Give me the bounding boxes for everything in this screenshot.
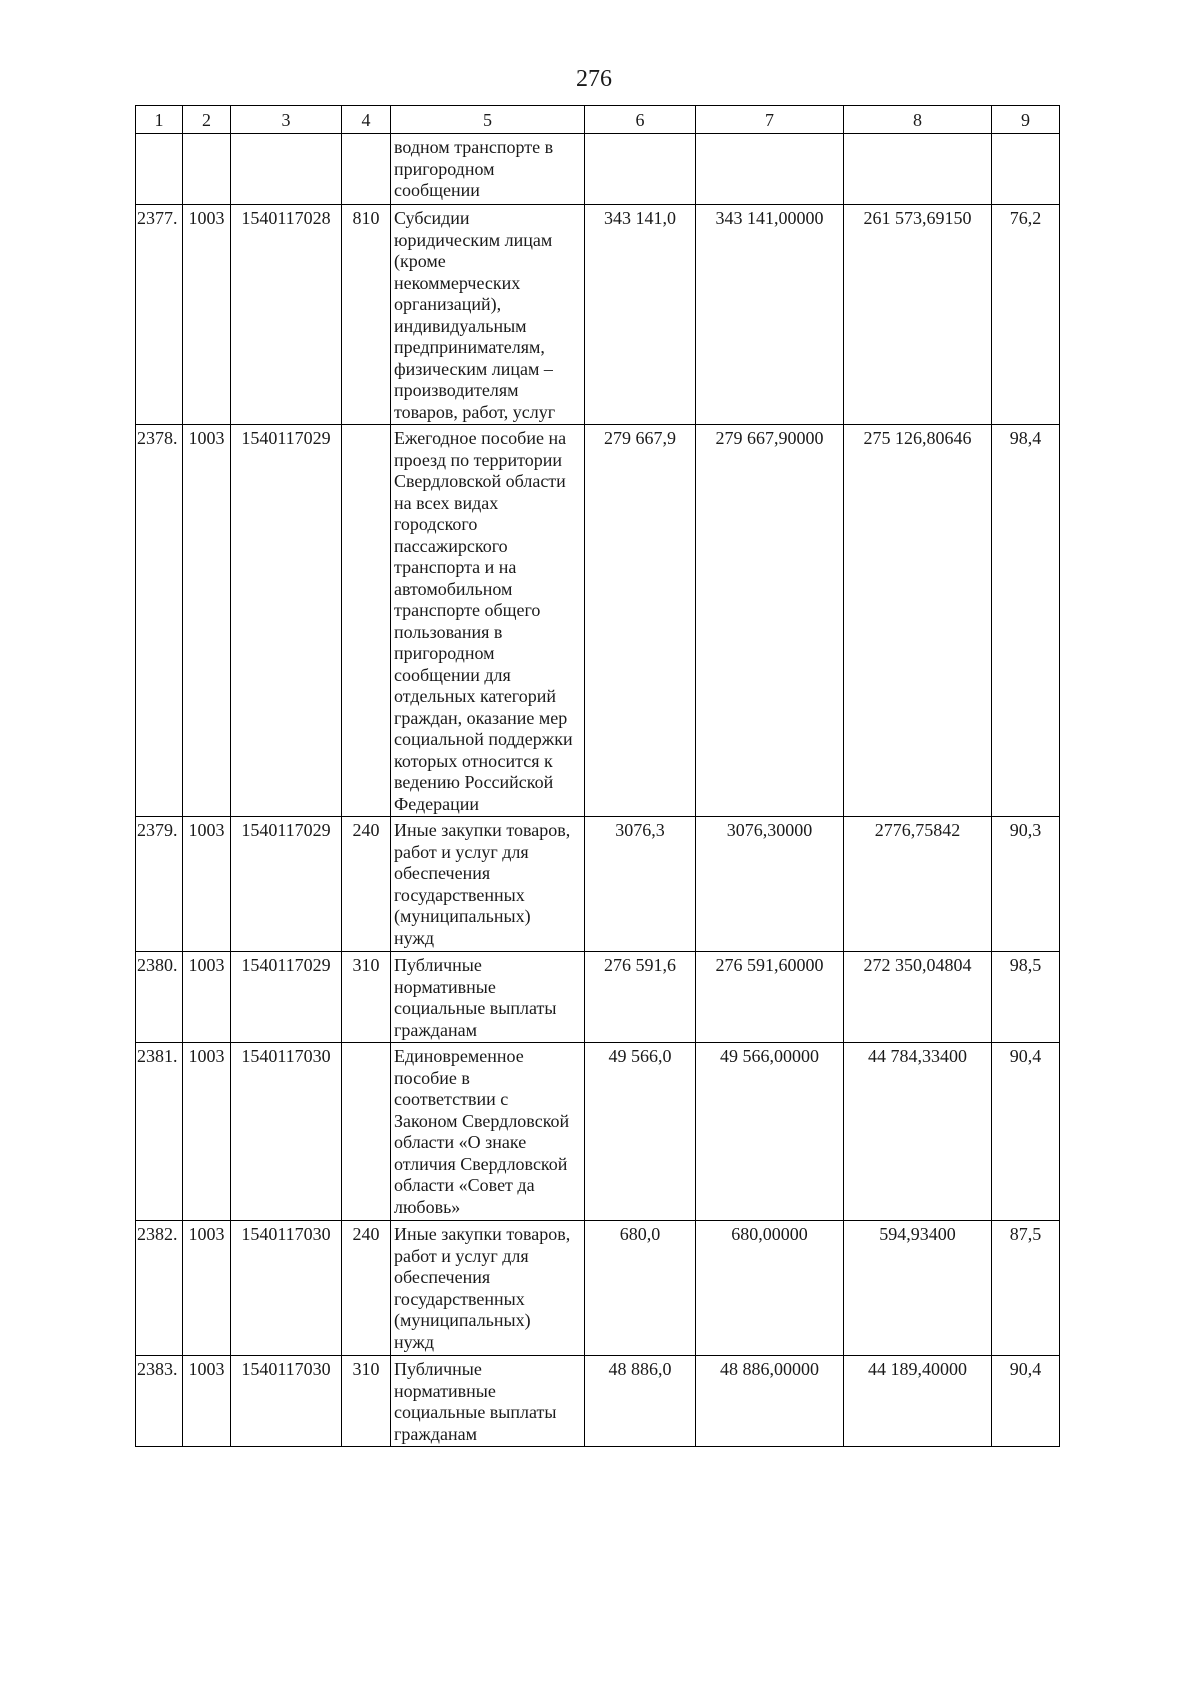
- table-row: [136, 952, 1060, 1043]
- executed-amount-cell: 261 573,69150: [844, 205, 992, 425]
- header-cell-1: 1: [136, 106, 183, 134]
- expense-type-cell: 240: [342, 1221, 391, 1356]
- executed-amount-cell: 272 350,04804: [844, 952, 992, 1043]
- percent-cell: 90,4: [992, 1356, 1060, 1447]
- expense-type-cell: 240: [342, 817, 391, 952]
- header-cell-5: 5: [391, 106, 585, 134]
- executed-amount-cell: 2776,75842: [844, 817, 992, 952]
- table-row: [136, 817, 1060, 952]
- expense-type-cell: 810: [342, 205, 391, 425]
- table-row: [136, 425, 1060, 817]
- table-row: [136, 1356, 1060, 1447]
- section-code-cell: 1003: [183, 817, 231, 952]
- percent-cell: 98,4: [992, 425, 1060, 817]
- header-cell-4: 4: [342, 106, 391, 134]
- header-cell-7: 7: [696, 106, 844, 134]
- refined-amount-cell: 276 591,60000: [696, 952, 844, 1043]
- target-code-cell: [231, 134, 342, 205]
- approved-amount-cell: 3076,3: [585, 817, 696, 952]
- table-header-row: [136, 106, 1060, 134]
- row-number-cell: 2381.: [136, 1043, 183, 1221]
- executed-amount-cell: 275 126,80646: [844, 425, 992, 817]
- refined-amount-cell: 279 667,90000: [696, 425, 844, 817]
- refined-amount-cell: 49 566,00000: [696, 1043, 844, 1221]
- expense-type-cell: 310: [342, 1356, 391, 1447]
- section-code-cell: 1003: [183, 1043, 231, 1221]
- executed-amount-cell: 44 784,33400: [844, 1043, 992, 1221]
- approved-amount-cell: 49 566,0: [585, 1043, 696, 1221]
- target-code-cell: 1540117030: [231, 1043, 342, 1221]
- expense-type-cell: [342, 1043, 391, 1221]
- section-code-cell: 1003: [183, 952, 231, 1043]
- row-number-cell: 2383.: [136, 1356, 183, 1447]
- section-code-cell: 1003: [183, 205, 231, 425]
- percent-cell: 76,2: [992, 205, 1060, 425]
- row-number-cell: 2379.: [136, 817, 183, 952]
- percent-cell: [992, 134, 1060, 205]
- target-code-cell: 1540117028: [231, 205, 342, 425]
- approved-amount-cell: 276 591,6: [585, 952, 696, 1043]
- description-cell: Публичные нормативные социальные выплаты гражданам: [391, 952, 585, 1043]
- header-cell-6: 6: [585, 106, 696, 134]
- section-code-cell: 1003: [183, 425, 231, 817]
- description-cell: Иные закупки товаров, работ и услуг для обеспечения государственных (муниципальных) нужд: [391, 1221, 585, 1356]
- percent-cell: 98,5: [992, 952, 1060, 1043]
- target-code-cell: 1540117030: [231, 1356, 342, 1447]
- executed-amount-cell: [844, 134, 992, 205]
- approved-amount-cell: 48 886,0: [585, 1356, 696, 1447]
- section-code-cell: [183, 134, 231, 205]
- refined-amount-cell: 3076,30000: [696, 817, 844, 952]
- description-cell: Ежегодное пособие на проезд по территории Свердловской области на всех видах городского пассажирского транспорта и на автомобильном транспорте общего пользования в пригородном сообщении для отдельных категорий граждан, оказание мер социальной поддержки которых относится к ведению Российской Федерации: [391, 425, 585, 817]
- executed-amount-cell: 594,93400: [844, 1221, 992, 1356]
- table-row: [136, 205, 1060, 425]
- table-row: [136, 1221, 1060, 1356]
- description-cell: Субсидии юридическим лицам (кроме некоммерческих организаций), индивидуальным предпринимателям, физическим лицам – производителям товаров, работ, услуг: [391, 205, 585, 425]
- description-cell: Иные закупки товаров, работ и услуг для обеспечения государственных (муниципальных) нужд: [391, 817, 585, 952]
- header-cell-9: 9: [992, 106, 1060, 134]
- approved-amount-cell: [585, 134, 696, 205]
- row-number-cell: 2378.: [136, 425, 183, 817]
- percent-cell: 90,3: [992, 817, 1060, 952]
- refined-amount-cell: 343 141,00000: [696, 205, 844, 425]
- percent-cell: 87,5: [992, 1221, 1060, 1356]
- expense-type-cell: 310: [342, 952, 391, 1043]
- row-number-cell: 2382.: [136, 1221, 183, 1356]
- section-code-cell: 1003: [183, 1221, 231, 1356]
- row-number-cell: 2377.: [136, 205, 183, 425]
- table-row-continuation: [136, 134, 1060, 205]
- section-code-cell: 1003: [183, 1356, 231, 1447]
- refined-amount-cell: 680,00000: [696, 1221, 844, 1356]
- description-cell: Единовременное пособие в соответствии с Законом Свердловской области «О знаке отличия Свердловской области «Совет да любовь»: [391, 1043, 585, 1221]
- description-cell: Публичные нормативные социальные выплаты гражданам: [391, 1356, 585, 1447]
- target-code-cell: 1540117029: [231, 425, 342, 817]
- row-number-cell: [136, 134, 183, 205]
- description-cell: водном транспорте в пригородном сообщении: [391, 134, 585, 205]
- expense-type-cell: [342, 134, 391, 205]
- approved-amount-cell: 279 667,9: [585, 425, 696, 817]
- target-code-cell: 1540117030: [231, 1221, 342, 1356]
- header-cell-8: 8: [844, 106, 992, 134]
- approved-amount-cell: 343 141,0: [585, 205, 696, 425]
- header-cell-3: 3: [231, 106, 342, 134]
- header-cell-2: 2: [183, 106, 231, 134]
- target-code-cell: 1540117029: [231, 817, 342, 952]
- executed-amount-cell: 44 189,40000: [844, 1356, 992, 1447]
- expense-type-cell: [342, 425, 391, 817]
- approved-amount-cell: 680,0: [585, 1221, 696, 1356]
- refined-amount-cell: [696, 134, 844, 205]
- target-code-cell: 1540117029: [231, 952, 342, 1043]
- table-row: [136, 1043, 1060, 1221]
- refined-amount-cell: 48 886,00000: [696, 1356, 844, 1447]
- budget-execution-table: [135, 105, 1060, 1447]
- page-number: 276: [576, 66, 612, 92]
- percent-cell: 90,4: [992, 1043, 1060, 1221]
- row-number-cell: 2380.: [136, 952, 183, 1043]
